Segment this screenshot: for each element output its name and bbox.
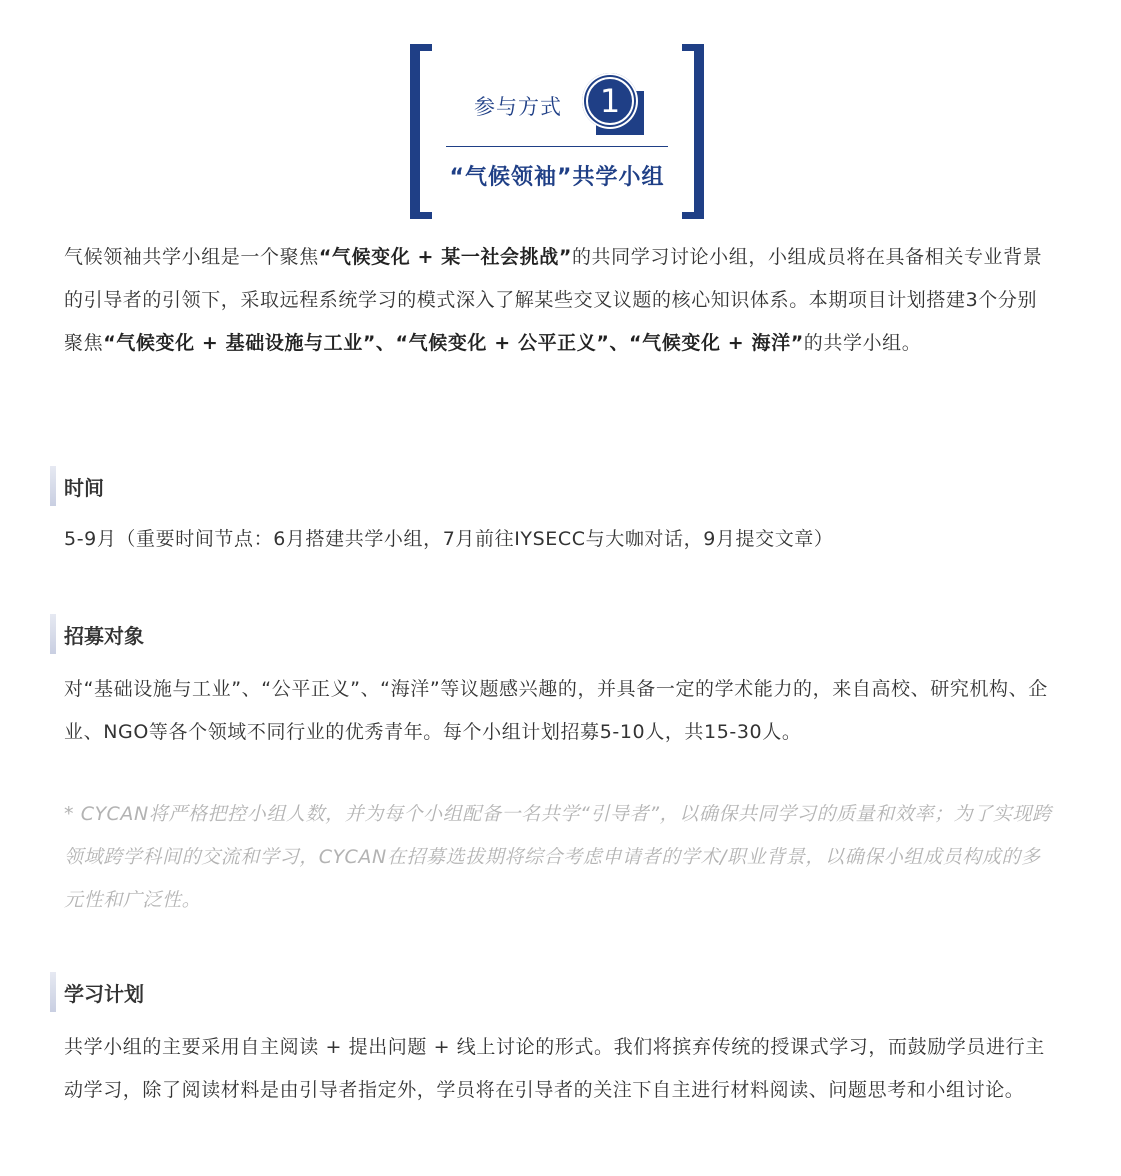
intro-text-1: 气候领袖共学小组是一个聚焦	[64, 246, 319, 268]
intro-text-2: 的共同学习讨论小组，小组成员将在具备相关专业背景的引导者的引领下，采取远程系统学习的模式深入了解某些交叉议题的核心知识体系。本期项目计划搭建3个分别聚焦	[64, 246, 1043, 354]
right-bracket-decoration	[682, 44, 704, 219]
recruit-paragraph: 对“基础设施与工业”、“公平正义”、“海洋”等议题感兴趣的，并具备一定的学术能力的，来自高校、研究机构、企业、NGO等各个领域不同行业的优秀青年。每个小组计划招募5-10人，共15-30人。	[64, 678, 1048, 743]
badge-title: “气候领袖”共学小组	[449, 165, 665, 190]
section-heading-time	[50, 466, 104, 506]
badge-label: 参与方式	[474, 95, 562, 119]
section-marker-icon	[50, 614, 56, 654]
plan-paragraph: 共学小组的主要采用自主阅读 + 提出问题 + 线上讨论的形式。我们将摈弃传统的授课式学习，而鼓励学员进行主动学习，除了阅读材料是由引导者指定外，学员将在引导者的关注下自主进行材料阅读、问题思考和小组讨论。	[64, 1036, 1045, 1101]
intro-emphasis-2: “气候变化 + 基础设施与工业”、“气候变化 + 公平正义”、“气候变化 + 海洋”	[103, 332, 804, 354]
section-title-time: 时间	[64, 475, 104, 500]
section-heading-plan	[50, 972, 144, 1012]
left-bracket-decoration	[410, 44, 432, 219]
intro-emphasis-1: “气候变化 + 某一社会挑战”	[318, 246, 572, 268]
section-marker-icon	[50, 466, 56, 506]
intro-paragraph	[64, 236, 1054, 365]
recruit-note: * CYCAN将严格把控小组人数，并为每个小组配备一名共学“引导者”，以确保共同学习的质量和效率；为了实现跨领域跨学科间的交流和学习，CYCAN在招募选拔期将综合考虑申请者的学术/职业背景，以确保小组成员构成的多元性和广泛性。	[64, 803, 1052, 911]
section-marker-icon	[50, 972, 56, 1012]
time-paragraph: 5-9月（重要时间节点：6月搭建共学小组，7月前往IYSECC与大咖对话，9月提交文章）	[64, 528, 834, 550]
badge-divider	[446, 146, 668, 147]
section-heading-recruit	[50, 614, 144, 654]
intro-text-3: 的共学小组。	[803, 332, 922, 354]
section-title-recruit: 招募对象	[64, 623, 144, 648]
badge-number: 1	[586, 77, 634, 125]
section-badge	[410, 44, 704, 219]
number-circle-icon	[582, 73, 640, 131]
section-title-plan: 学习计划	[64, 981, 144, 1006]
